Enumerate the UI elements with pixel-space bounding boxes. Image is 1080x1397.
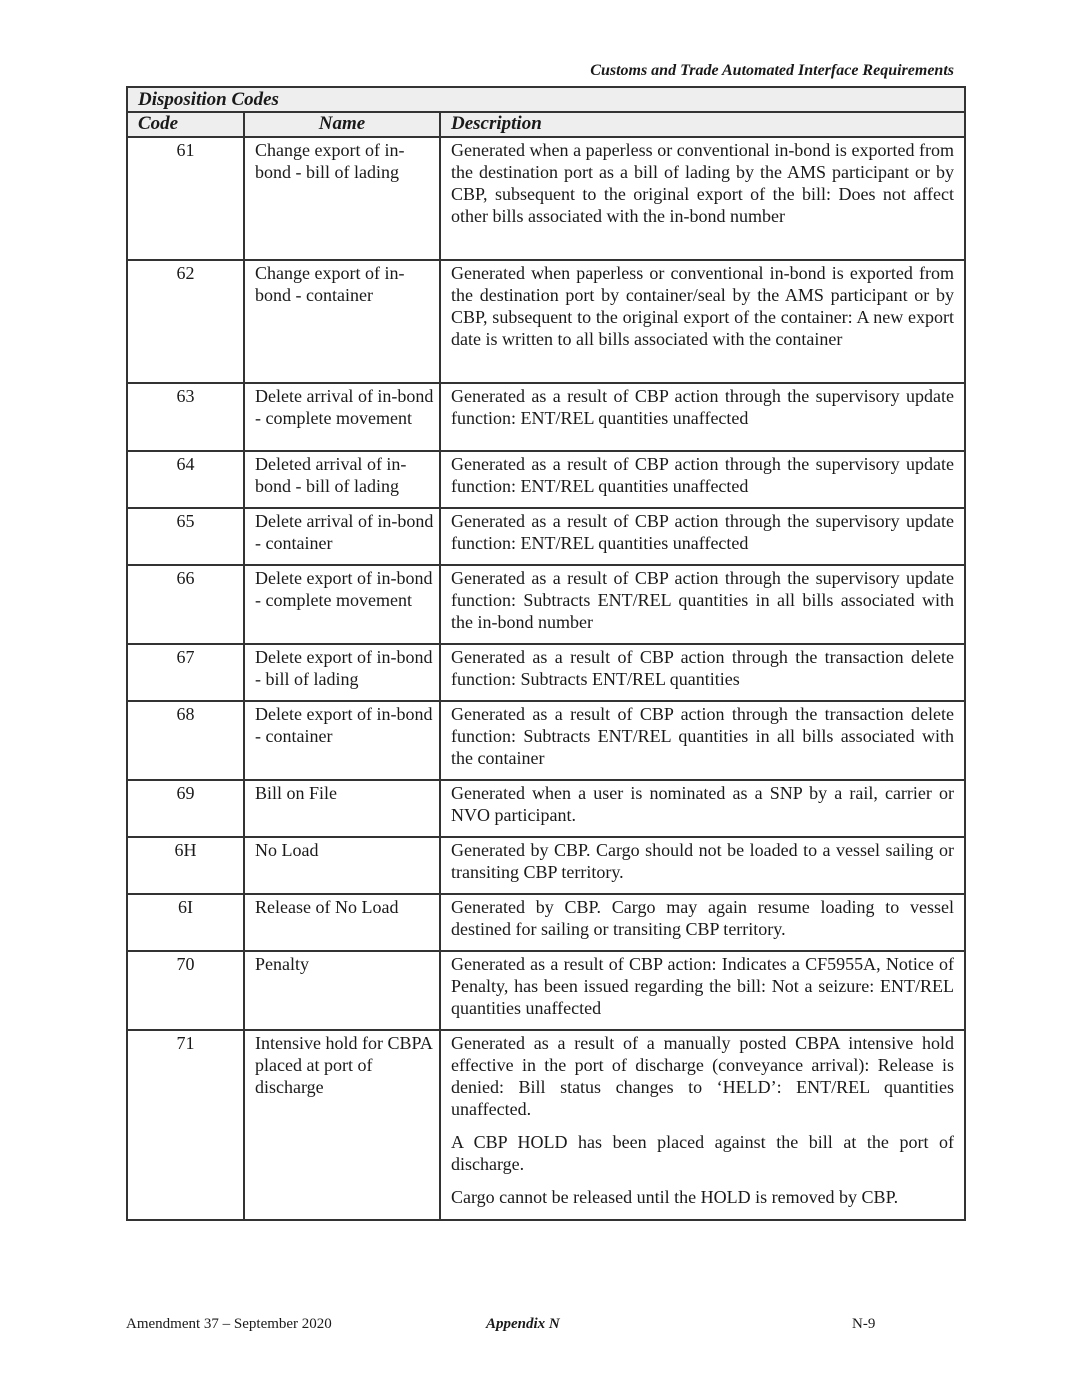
disposition-code: 63 xyxy=(127,383,244,451)
disposition-name: Delete export of in-bond - container xyxy=(244,701,440,780)
disposition-code: 65 xyxy=(127,508,244,565)
disposition-name: Delete arrival of in-bond - complete movement xyxy=(244,383,440,451)
table-row xyxy=(127,137,965,260)
disposition-description xyxy=(440,137,965,260)
description-paragraph: Generated when a user is nominated as a SNP by a rail, carrier or NVO participant. xyxy=(451,783,955,825)
disposition-code: 68 xyxy=(127,701,244,780)
table-row xyxy=(127,894,965,951)
disposition-description xyxy=(440,1030,965,1220)
disposition-code: 67 xyxy=(127,644,244,701)
description-paragraph: Cargo cannot be released until the HOLD is removed by CBP. xyxy=(451,1187,899,1207)
disposition-name: Intensive hold for CBPA placed at port of discharge xyxy=(244,1030,440,1220)
table-row xyxy=(127,701,965,780)
description-paragraph: Generated as a result of CBP action through the supervisory update function: Subtracts ENT/REL quantities in all bills associated with the in-bond number xyxy=(451,568,955,632)
table-row xyxy=(127,451,965,508)
disposition-name: Bill on File xyxy=(244,780,440,837)
description-paragraph: Generated as a result of a manually posted CBPA intensive hold effective in the port of discharge (conveyance arrival): Release is denied: Bill status changes to ‘HELD’: ENT/REL quantities unaffected. xyxy=(451,1033,955,1119)
disposition-description xyxy=(440,260,965,383)
disposition-codes-table xyxy=(126,86,966,1221)
disposition-description xyxy=(440,894,965,951)
table-caption: Disposition Codes xyxy=(127,87,965,112)
description-paragraph: Generated as a result of CBP action through the supervisory update function: ENT/REL quantities unaffected xyxy=(451,511,955,553)
disposition-name: Delete export of in-bond - bill of lading xyxy=(244,644,440,701)
description-paragraph: Generated as a result of CBP action through the transaction delete function: Subtracts ENT/REL quantities xyxy=(451,647,955,689)
table-body xyxy=(127,137,965,1220)
footer-section: Appendix N xyxy=(486,1316,560,1332)
disposition-description xyxy=(440,383,965,451)
disposition-code: 6H xyxy=(127,837,244,894)
table-row xyxy=(127,1030,965,1220)
disposition-description xyxy=(440,508,965,565)
disposition-code: 71 xyxy=(127,1030,244,1220)
disposition-name: No Load xyxy=(244,837,440,894)
disposition-description xyxy=(440,951,965,1030)
table-row xyxy=(127,951,965,1030)
disposition-description xyxy=(440,780,965,837)
column-header-code: Code xyxy=(127,112,244,137)
table-row xyxy=(127,780,965,837)
description-paragraph: Generated as a result of CBP action: Indicates a CF5955A, Notice of Penalty, has been issued regarding the bill: Not a seizure: ENT/REL quantities unaffected xyxy=(451,954,955,1018)
table-row xyxy=(127,260,965,383)
disposition-description xyxy=(440,837,965,894)
description-paragraph: Generated as a result of CBP action through the supervisory update function: ENT/REL quantities unaffected xyxy=(451,454,955,496)
table-row xyxy=(127,383,965,451)
disposition-name: Delete arrival of in-bond - container xyxy=(244,508,440,565)
description-paragraph: Generated as a result of CBP action through the supervisory update function: ENT/REL quantities unaffected xyxy=(451,386,955,428)
description-paragraph: Generated when a paperless or conventional in-bond is exported from the destination port as a bill of lading by the AMS participant or by CBP, subsequent to the original export of the bill: Does not affect other bills associated with the in-bond number xyxy=(451,140,955,226)
disposition-code: 61 xyxy=(127,137,244,260)
table-row xyxy=(127,565,965,644)
description-paragraph: A CBP HOLD has been placed against the bill at the port of discharge. xyxy=(451,1132,955,1174)
disposition-codes-table-container xyxy=(126,86,964,1221)
description-paragraph: Generated when paperless or conventional in-bond is exported from the destination port by container/seal by the AMS participant or by CBP, subsequent to the original export of the container: A new export date is written to all bills associated with the container xyxy=(451,263,955,349)
disposition-code: 64 xyxy=(127,451,244,508)
disposition-description xyxy=(440,451,965,508)
disposition-code: 62 xyxy=(127,260,244,383)
disposition-name: Change export of in-bond - container xyxy=(244,260,440,383)
disposition-name: Delete export of in-bond - complete movement xyxy=(244,565,440,644)
disposition-name: Penalty xyxy=(244,951,440,1030)
disposition-code: 66 xyxy=(127,565,244,644)
disposition-description xyxy=(440,644,965,701)
disposition-description xyxy=(440,565,965,644)
disposition-name: Release of No Load xyxy=(244,894,440,951)
disposition-description xyxy=(440,701,965,780)
description-paragraph: Generated by CBP. Cargo should not be loaded to a vessel sailing or transiting CBP territory. xyxy=(451,840,955,882)
disposition-code: 6I xyxy=(127,894,244,951)
disposition-code: 69 xyxy=(127,780,244,837)
disposition-name: Deleted arrival of in-bond - bill of lading xyxy=(244,451,440,508)
table-row xyxy=(127,837,965,894)
description-paragraph: Generated as a result of CBP action through the transaction delete function: Subtracts ENT/REL quantities in all bills associated with the container xyxy=(451,704,955,768)
running-header: Customs and Trade Automated Interface Requirements xyxy=(590,62,954,79)
column-header-name: Name xyxy=(244,112,440,137)
column-header-description: Description xyxy=(440,112,965,137)
table-row xyxy=(127,508,965,565)
footer-page-number: N-9 xyxy=(852,1316,876,1332)
description-paragraph: Generated by CBP. Cargo may again resume loading to vessel destined for sailing or transiting CBP territory. xyxy=(451,897,955,939)
disposition-name: Change export of in-bond - bill of lading xyxy=(244,137,440,260)
table-row xyxy=(127,644,965,701)
footer-amendment: Amendment 37 – September 2020 xyxy=(126,1316,332,1332)
disposition-code: 70 xyxy=(127,951,244,1030)
